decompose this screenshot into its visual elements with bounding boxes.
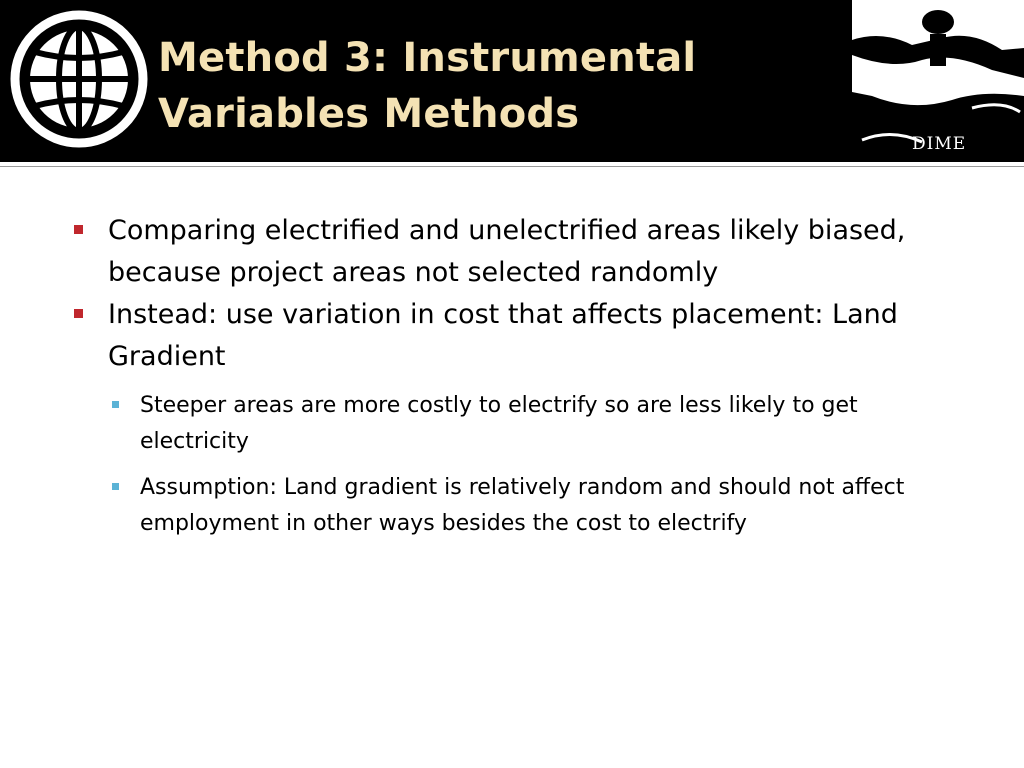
dime-label: DIME [912,134,967,154]
sub-bullet-item [72,470,972,542]
sub-bullet-item [72,388,972,460]
title-line-1: Method 3: Instrumental [158,35,697,81]
square-bullet-icon [74,225,83,234]
slide-body [72,210,972,542]
title-line-2: Variables Methods [158,91,580,137]
bullet-text: Comparing electrified and unelectrified areas likely biased, because project areas not selected randomly [108,215,906,288]
square-bullet-icon [112,483,119,490]
sub-bullet-text: Steeper areas are more costly to electrify so are less likely to get electricity [140,393,858,454]
bullet-text: Instead: use variation in cost that affects placement: Land Gradient [108,299,898,372]
square-bullet-icon [112,401,119,408]
sub-bullet-text: Assumption: Land gradient is relatively random and should not affect employment in other ways besides the cost to electrify [140,475,905,536]
bullet-item [72,210,972,294]
slide-title [158,30,838,142]
bullet-item [72,294,972,378]
header-divider [0,166,1024,167]
world-bank-globe-logo [8,8,150,150]
square-bullet-icon [74,309,83,318]
